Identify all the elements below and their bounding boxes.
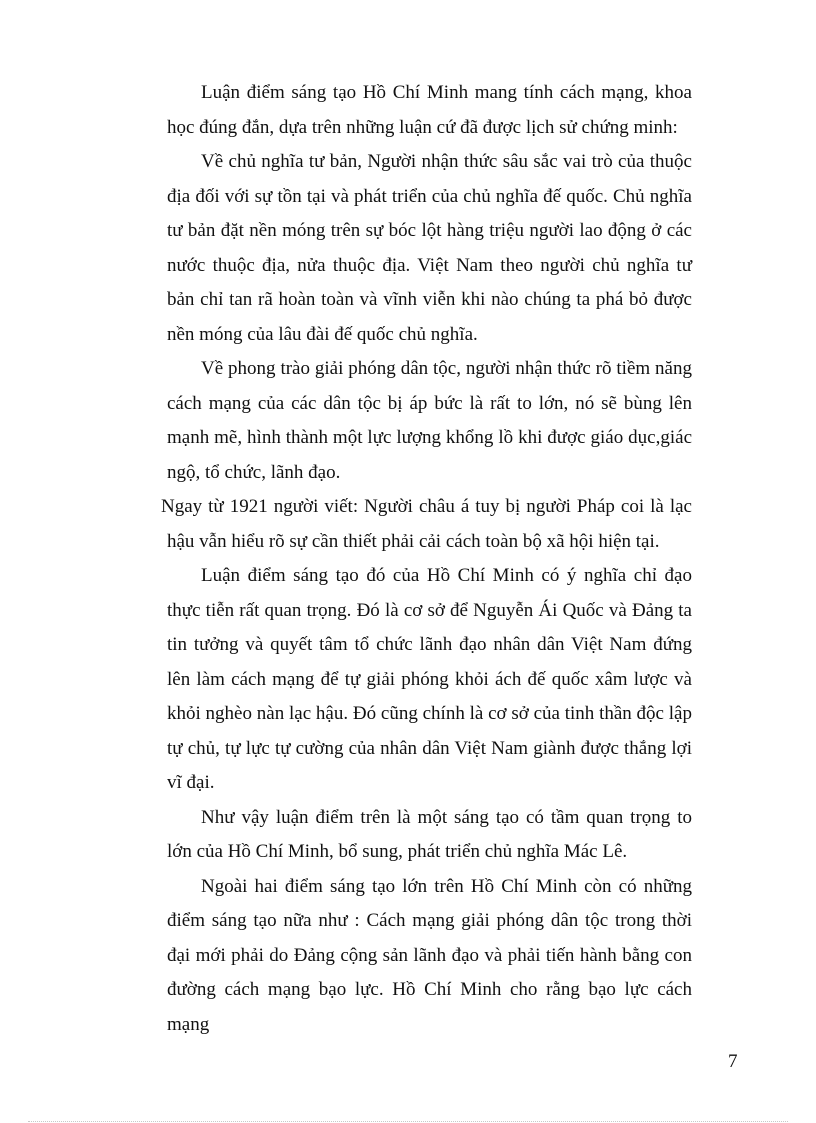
paragraph-6: Như vậy luận điểm trên là một sáng tạo có tầm quan trọng to lớn của Hồ Chí Minh, bổ sung, phát triển chủ nghĩa Mác Lê. (167, 806, 692, 862)
paragraph-2: Về chủ nghĩa tư bản, Người nhận thức sâu sắc vai trò của thuộc địa đối với sự tồn tại và phát triển của chủ nghĩa đế quốc. Chủ nghĩa tư bản đặt nền móng trên sự bóc lột hàng triệu người lao động ở các nước thuộc địa, nửa thuộc địa. Việt Nam theo người chủ nghĩa tư bản chỉ tan rã hoàn toàn và vĩnh viễn khi nào chúng ta phá bỏ được nền móng của lâu đài đế quốc chủ nghĩa. (167, 151, 692, 345)
body-text (161, 76, 692, 1042)
page-number: 7 (728, 1051, 738, 1072)
paragraph-7: Ngoài hai điểm sáng tạo lớn trên Hồ Chí Minh còn có những điểm sáng tạo nữa như : Cách mạng giải phóng dân tộc trong thời đại mới phải do Đảng cộng sản lãnh đạo và phải tiến hành bằng con đường cách mạng bạo lực. Hồ Chí Minh cho rằng bạo lực cách mạng (167, 875, 692, 1035)
page-bottom-divider (28, 1121, 788, 1122)
paragraph-4: Ngay từ 1921 người viết: Người châu á tuy bị người Pháp coi là lạc hậu vẫn hiểu rõ sự cần thiết phải cải cách toàn bộ xã hội hiện tại. (161, 496, 692, 552)
paragraph-5: Luận điểm sáng tạo đó của Hồ Chí Minh có ý nghĩa chỉ đạo thực tiễn rất quan trọng. Đó là cơ sở để Nguyễn Ái Quốc và Đảng ta tin tưởng và quyết tâm tổ chức lãnh đạo nhân dân Việt Nam đứng lên làm cách mạng để tự giải phóng khỏi ách đế quốc xâm lược và khỏi nghèo nàn lạc hậu. Đó cũng chính là cơ sở của tinh thần độc lập tự chủ, tự lực tự cường của nhân dân Việt Nam giành được thắng lợi vĩ đại. (167, 565, 692, 793)
paragraph-3: Về phong trào giải phóng dân tộc, người nhận thức rõ tiềm năng cách mạng của các dân tộc bị áp bức là rất to lớn, nó sẽ bùng lên mạnh mẽ, hình thành một lực lượng khổng lồ khi được giáo dục,giác ngộ, tổ chức, lãnh đạo. (167, 358, 692, 483)
paragraph-1: Luận điểm sáng tạo Hồ Chí Minh mang tính cách mạng, khoa học đúng đắn, dựa trên những luận cứ đã được lịch sử chứng minh: (167, 82, 692, 138)
